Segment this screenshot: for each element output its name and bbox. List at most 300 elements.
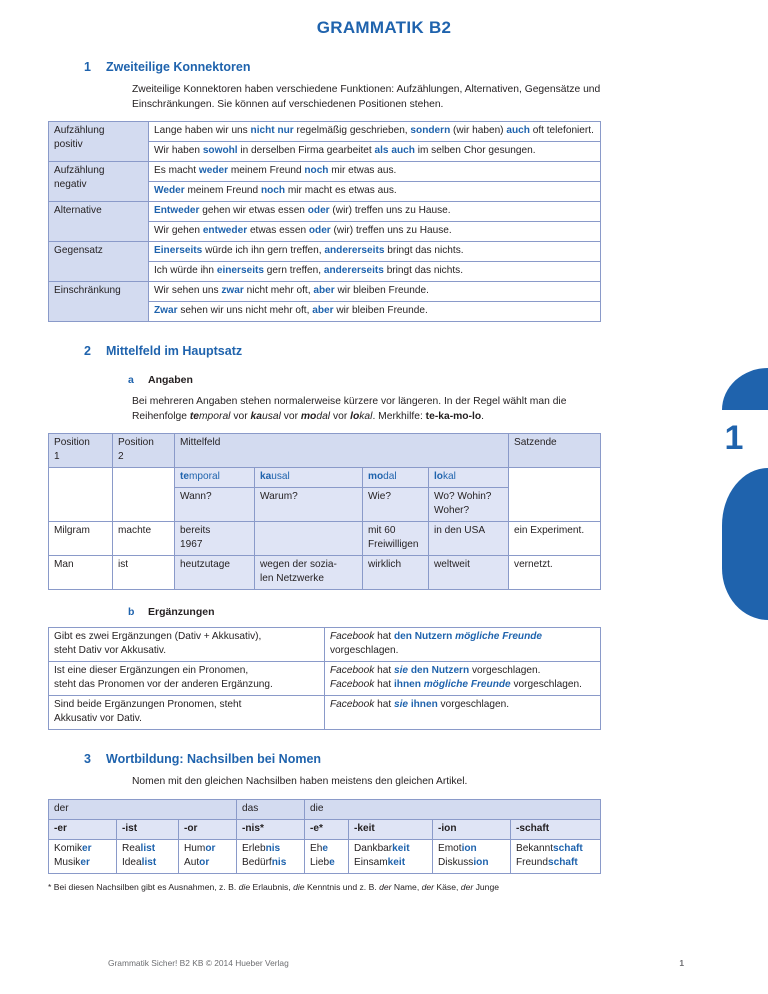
article-der: der: [49, 799, 237, 819]
section-mittelfeld: [84, 344, 684, 424]
term-kausal-prefix: ka: [250, 410, 262, 422]
word-line: [516, 842, 595, 856]
empty-cell: [113, 468, 175, 522]
cell-position-2: machte: [113, 522, 175, 556]
word-line: [184, 842, 231, 856]
text-run: noch: [304, 165, 329, 177]
section-2-heading: [84, 344, 684, 358]
ergaenzung-example: [325, 662, 601, 696]
word-cell: [117, 839, 179, 873]
text-run: Musik: [54, 856, 81, 868]
konnektor-example: [149, 262, 601, 282]
text-run: Weder: [154, 185, 185, 197]
text-run: Bedürf: [242, 856, 272, 868]
sep-1: vor: [230, 410, 251, 422]
question-lokal: [429, 488, 509, 522]
text-run: (wir) treffen uns zu Hause.: [330, 225, 452, 237]
page-marker-number: 1: [724, 419, 744, 457]
label-line: Woher?: [434, 505, 470, 517]
label-line: Alternative: [54, 205, 102, 217]
text-run: weder: [198, 165, 229, 177]
text-run: gehen wir etwas essen: [199, 205, 308, 217]
section-2-number: 2: [84, 344, 91, 359]
footnote-article-die-2: die: [293, 881, 305, 892]
konnektor-example: [149, 182, 601, 202]
konnektoren-table: [48, 121, 601, 322]
text-run: aber: [313, 285, 335, 297]
mittelfeld-table-body: [49, 434, 601, 590]
term-temporal-prefix: te: [189, 410, 199, 422]
konnektor-example: [149, 122, 601, 142]
text-run: vorgeschlagen.: [510, 679, 582, 691]
ergaenzungen-table: [48, 627, 601, 730]
text-run: Aut: [184, 856, 200, 868]
nachsilben-table: [48, 799, 601, 874]
empty-cell: [509, 468, 601, 522]
text-run: list: [141, 856, 157, 868]
page-title: GRAMMATIK B2: [316, 18, 452, 37]
rule-line: Sind beide Ergänzungen Pronomen, steht: [54, 699, 242, 711]
konnektor-example: [149, 242, 601, 262]
rule-line: steht das Pronomen vor der anderen Ergänzung.: [54, 679, 273, 691]
text-run: mögliche Freunde: [455, 631, 543, 643]
text-run: Hum: [184, 842, 206, 854]
word-line: [54, 842, 111, 856]
header-mittelfeld: Mittelfeld: [175, 434, 509, 468]
label-line: negativ: [54, 179, 87, 191]
footer-copyright: Grammatik Sicher! B2 KB © 2014 Hueber Verlag: [108, 958, 289, 968]
text-run: mporal: [188, 471, 220, 483]
konnektor-example: [149, 222, 601, 242]
text-run: Einerseits: [154, 245, 203, 257]
text-run: wir bleiben Freunde.: [333, 305, 428, 317]
question-modal: Wie?: [363, 488, 429, 522]
konnektoren-table-body: [49, 122, 601, 322]
konnektor-type-label: [49, 162, 149, 202]
text-run: sie: [393, 665, 409, 677]
text-run: entweder: [202, 225, 248, 237]
cell-modal: [363, 522, 429, 556]
text-run: vorgeschlagen.: [469, 665, 541, 677]
text-run: noch: [260, 185, 286, 197]
ergaenzung-example: [325, 696, 601, 730]
text-run: sondern: [410, 125, 451, 137]
word-line: [438, 842, 505, 856]
word-line: [354, 842, 427, 856]
text-run: usal: [271, 471, 290, 483]
footnote-article-die-1: die: [238, 881, 251, 892]
label-line: Position: [118, 437, 154, 449]
text-run: ion: [461, 842, 477, 854]
text-run: etwas essen: [247, 225, 309, 237]
text-run: ion: [473, 856, 489, 868]
nachsilben-suffix-row: [49, 819, 601, 839]
intro-line-1: Bei mehreren Angaben stehen normalerweise kürzere vor längeren. In der Regel wählt man die: [132, 396, 567, 408]
section-wortbildung: [84, 752, 684, 790]
text-run: mir etwas aus.: [328, 165, 397, 177]
suffix-header: -ist: [117, 819, 179, 839]
subsection-b-letter: b: [128, 606, 135, 619]
text-run: Es macht: [154, 165, 199, 177]
word-cell: [433, 839, 511, 873]
label-line: Gegensatz: [54, 245, 103, 257]
sep-2: vor: [280, 410, 301, 422]
article-das: das: [237, 799, 305, 819]
text-run: te: [180, 471, 189, 483]
section-zweiteilige-konnektoren: [84, 60, 684, 112]
word-cell: [305, 839, 349, 873]
merk-dot: .: [481, 410, 485, 422]
table-row: [49, 282, 601, 302]
text-run: bringt das nichts.: [383, 265, 463, 277]
question-kausal: Warum?: [255, 488, 363, 522]
label-line: Aufzählung: [54, 165, 105, 177]
text-run: kal: [442, 471, 456, 483]
label-line: heutzutage: [180, 559, 230, 571]
text-run: bringt das nichts.: [384, 245, 464, 257]
nachsilben-article-row: [49, 799, 601, 819]
table-row: [49, 202, 601, 222]
rule-line: steht Dativ vor Akkusativ.: [54, 645, 167, 657]
ergaenzungen-table-body: [49, 628, 601, 730]
label-line: 2: [118, 451, 124, 463]
text-run: e: [322, 842, 328, 854]
label-line: Position: [54, 437, 90, 449]
text-run: oft telefoniert.: [529, 125, 594, 137]
word-line: [354, 856, 427, 870]
example-line: [330, 664, 595, 678]
cell-temporal: [175, 556, 255, 590]
text-run: hat: [374, 679, 394, 691]
text-run: schaft: [553, 842, 583, 854]
label-line: Wo? Wohin?: [434, 491, 492, 503]
section-3-number: 3: [84, 752, 91, 767]
cell-kausal: [255, 522, 363, 556]
konnektor-type-label: [49, 282, 149, 322]
section-1-title: Zweiteilige Konnektoren: [106, 60, 251, 74]
text-run: im selben Chor gesungen.: [414, 145, 536, 157]
word-line: [310, 856, 343, 870]
text-run: Facebook: [330, 699, 375, 711]
intro-line-2-pre: Reihenfolge: [132, 410, 190, 422]
text-run: Erleb: [242, 842, 266, 854]
header-position-2: [113, 434, 175, 468]
text-run: mögliche Freunde: [423, 679, 511, 691]
konnektor-example: [149, 142, 601, 162]
text-run: den Nutzern: [410, 665, 470, 677]
text-run: als auch: [374, 145, 415, 157]
term-lokal-rest: kal: [359, 410, 373, 422]
text-run: dal: [383, 471, 397, 483]
section-3-intro: Nomen mit den gleichen Nachsilben haben meistens den gleichen Artikel.: [132, 776, 468, 788]
word-line: [122, 842, 173, 856]
header-satzende: Satzende: [509, 434, 601, 468]
text-run: andererseits: [324, 245, 385, 257]
text-run: meinem Freund: [228, 165, 305, 177]
text-run: vorgeschlagen.: [330, 645, 399, 657]
example-line: [330, 678, 595, 692]
subsection-a-title: Angaben: [148, 374, 193, 387]
word-cell: [237, 839, 305, 873]
text-run: Emot: [438, 842, 462, 854]
label-line: Einschränkung: [54, 285, 121, 297]
rule-line: Ist eine dieser Ergänzungen ein Pronomen,: [54, 665, 249, 677]
text-run: Idea: [122, 856, 142, 868]
text-run: Entweder: [154, 205, 200, 217]
table-row: [49, 122, 601, 142]
konnektor-example: [149, 302, 601, 322]
cell-modal: [363, 556, 429, 590]
word-line: [310, 842, 343, 856]
text-run: Lange haben wir uns: [154, 125, 251, 137]
footnote-text-b: Erlaubnis,: [250, 881, 294, 892]
suffix-header: -keit: [349, 819, 433, 839]
text-run: nicht mehr oft,: [243, 285, 314, 297]
label-line: in den USA: [434, 525, 486, 537]
text-run: Lieb: [310, 856, 330, 868]
suffix-header: -e*: [305, 819, 349, 839]
example-line: [330, 698, 595, 712]
term-kausal-rest: usal: [261, 410, 281, 422]
text-run: Dankbar: [354, 842, 393, 854]
text-run: aber: [312, 305, 334, 317]
konnektor-type-label: [49, 202, 149, 242]
footnote-text-f: Junge: [473, 881, 500, 892]
cell-position-2: ist: [113, 556, 175, 590]
word-cell: [511, 839, 601, 873]
text-run: mir macht es etwas aus.: [285, 185, 397, 197]
text-run: regelmäßig geschrieben,: [293, 125, 411, 137]
ergaenzung-rule: [49, 628, 325, 662]
text-run: sie: [393, 699, 409, 711]
text-run: würde ich ihn gern treffen,: [202, 245, 325, 257]
section-2-title: Mittelfeld im Hauptsatz: [106, 344, 243, 359]
text-run: nis: [265, 842, 281, 854]
konnektor-example: [149, 202, 601, 222]
subsection-b-title: Ergänzungen: [148, 606, 215, 619]
konnektor-example: [149, 162, 601, 182]
ergaenzung-rule: [49, 662, 325, 696]
text-run: sehen wir uns nicht mehr oft,: [177, 305, 313, 317]
text-run: keit: [387, 856, 406, 868]
nachsilben-word-row: [49, 839, 601, 873]
table-row: [49, 662, 601, 696]
text-run: sowohl: [202, 145, 238, 157]
example-line: [330, 630, 595, 658]
question-temporal: Wann?: [175, 488, 255, 522]
text-run: auch: [506, 125, 530, 137]
article-die: die: [305, 799, 601, 819]
cell-position-1: Man: [49, 556, 113, 590]
label-line: Freiwilligen: [368, 539, 419, 551]
subsection-a-letter: a: [128, 374, 134, 387]
nachsilben-footnote: [48, 881, 768, 893]
word-line: [516, 856, 595, 870]
text-run: Diskuss: [438, 856, 474, 868]
suffix-header: -nis*: [237, 819, 305, 839]
subsection-a-heading: [128, 374, 684, 386]
nachsilben-table-body: [49, 799, 601, 873]
text-run: Eh: [310, 842, 323, 854]
page-footer: [108, 958, 684, 968]
text-run: den Nutzern: [393, 631, 453, 643]
text-run: hat: [374, 699, 394, 711]
rule-line: Gibt es zwei Ergänzungen (Dativ + Akkusativ),: [54, 631, 262, 643]
footnote-article-der-1: der: [379, 881, 392, 892]
suffix-header: -er: [49, 819, 117, 839]
footnote-text-a: Bei diesen Nachsilben gibt es Ausnahmen, z. B.: [51, 881, 239, 892]
cell-position-1: Milgram: [49, 522, 113, 556]
section-1-number: 1: [84, 60, 91, 74]
word-line: [54, 856, 111, 870]
word-line: [438, 856, 505, 870]
text-run: Einsam: [354, 856, 388, 868]
konnektor-type-label: [49, 122, 149, 162]
label-line: weltweit: [434, 559, 470, 571]
label-line: wegen der sozia-: [260, 559, 337, 571]
footer-page-number: 1: [679, 958, 684, 968]
mittelfeld-table: [48, 433, 601, 590]
term-lokal-prefix: lo: [350, 410, 360, 422]
text-run: hat: [374, 665, 394, 677]
ergaenzung-example: [325, 628, 601, 662]
text-run: (wir haben): [450, 125, 507, 137]
text-run: mo: [368, 471, 384, 483]
subsection-a-intro: [132, 395, 677, 424]
kind-label-modal: [363, 468, 429, 488]
text-run: Zwar: [154, 305, 178, 317]
text-run: er: [82, 842, 92, 854]
word-line: [242, 842, 299, 856]
label-line: bereits: [180, 525, 211, 537]
text-run: lo: [434, 471, 443, 483]
table-row: [49, 696, 601, 730]
subsection-b-heading: [128, 606, 684, 618]
term-temporal-rest: mporal: [198, 410, 231, 422]
word-line: [122, 856, 173, 870]
footnote-article-der-2: der: [421, 881, 435, 892]
text-run: ihnen: [410, 699, 438, 711]
text-run: Facebook: [330, 631, 375, 643]
term-modal-prefix: mo: [300, 410, 317, 422]
text-run: Freund: [516, 856, 548, 868]
footnote-text-d: Name,: [391, 881, 422, 892]
suffix-header: -ion: [433, 819, 511, 839]
text-run: Facebook: [330, 679, 375, 691]
text-run: in derselben Firma gearbeitet: [237, 145, 375, 157]
sep-3: vor: [330, 410, 351, 422]
table-row: [49, 162, 601, 182]
section-1-intro: Zweiteilige Konnektoren haben verschiedene Funktionen: Aufzählungen, Alternativen, Gegensätze und Einschränkungen. Sie können auf verschiedenen Positionen stehen.: [132, 84, 601, 110]
term-modal-rest: dal: [316, 410, 331, 422]
label-line: 1967: [180, 539, 203, 551]
subsection-b-wrap: [84, 606, 684, 618]
text-run: (wir) treffen uns zu Hause.: [329, 205, 451, 217]
footnote-text-c: Kenntnis und z. B.: [304, 881, 380, 892]
mittelfeld-kind-row: [49, 468, 601, 488]
text-run: schaft: [547, 856, 578, 868]
header-position-1: [49, 434, 113, 468]
konnektor-example: [149, 282, 601, 302]
cell-temporal: [175, 522, 255, 556]
text-run: oder: [308, 225, 331, 237]
text-run: Bekannt: [516, 842, 554, 854]
text-run: zwar: [221, 285, 244, 297]
empty-cell: [49, 468, 113, 522]
table-header-row: [49, 434, 601, 468]
word-cell: [49, 839, 117, 873]
word-cell: [179, 839, 237, 873]
text-run: meinem Freund: [184, 185, 261, 197]
table-row: [49, 628, 601, 662]
label-line: mit 60: [368, 525, 396, 537]
word-line: [242, 856, 299, 870]
text-run: hat: [374, 631, 394, 643]
section-3-heading: [84, 752, 684, 766]
text-run: er: [80, 856, 90, 868]
text-run: Wir haben: [154, 145, 203, 157]
footnote-star: *: [48, 881, 52, 892]
cell-lokal: [429, 522, 509, 556]
text-run: oder: [307, 205, 330, 217]
text-run: andererseits: [323, 265, 384, 277]
label-line: positiv: [54, 139, 83, 151]
text-run: ka: [260, 471, 272, 483]
section-3-title: Wortbildung: Nachsilben bei Nomen: [106, 752, 322, 767]
text-run: or: [205, 842, 216, 854]
label-line: Aufzählung: [54, 125, 105, 137]
table-row: [49, 522, 601, 556]
merkhilfe-mnemonic: te-ka-mo-lo: [425, 410, 482, 422]
text-run: ihnen: [393, 679, 421, 691]
text-run: e: [329, 856, 335, 868]
table-row: [49, 556, 601, 590]
text-run: Facebook: [330, 665, 375, 677]
kind-label-temporal: [175, 468, 255, 488]
label-line: len Netzwerke: [260, 573, 324, 585]
text-run: vorgeschlagen.: [437, 699, 510, 711]
text-run: Wir sehen uns: [154, 285, 222, 297]
text-run: gern treffen,: [263, 265, 324, 277]
footnote-text-e: Käse,: [434, 881, 461, 892]
footnote-article-der-3: der: [460, 881, 474, 892]
text-run: keit: [392, 842, 410, 854]
text-run: einerseits: [216, 265, 264, 277]
konnektor-type-label: [49, 242, 149, 282]
text-run: list: [140, 842, 156, 854]
merk-lead: . Merkhilfe:: [372, 410, 426, 422]
text-run: Wir gehen: [154, 225, 203, 237]
suffix-header: -schaft: [511, 819, 601, 839]
cell-lokal: [429, 556, 509, 590]
kind-label-lokal: [429, 468, 509, 488]
word-cell: [349, 839, 433, 873]
cell-satzende: vernetzt.: [509, 556, 601, 590]
text-run: nis: [271, 856, 287, 868]
word-line: [184, 856, 231, 870]
suffix-header: -or: [179, 819, 237, 839]
text-run: wir bleiben Freunde.: [334, 285, 429, 297]
text-run: nicht nur: [250, 125, 294, 137]
text-run: Komik: [54, 842, 83, 854]
text-run: Ich würde ihn: [154, 265, 217, 277]
label-line: wirklich: [368, 559, 402, 571]
table-row: [49, 242, 601, 262]
section-1-heading: [84, 60, 684, 74]
ergaenzung-rule: [49, 696, 325, 730]
label-line: 1: [54, 451, 60, 463]
cell-kausal: [255, 556, 363, 590]
